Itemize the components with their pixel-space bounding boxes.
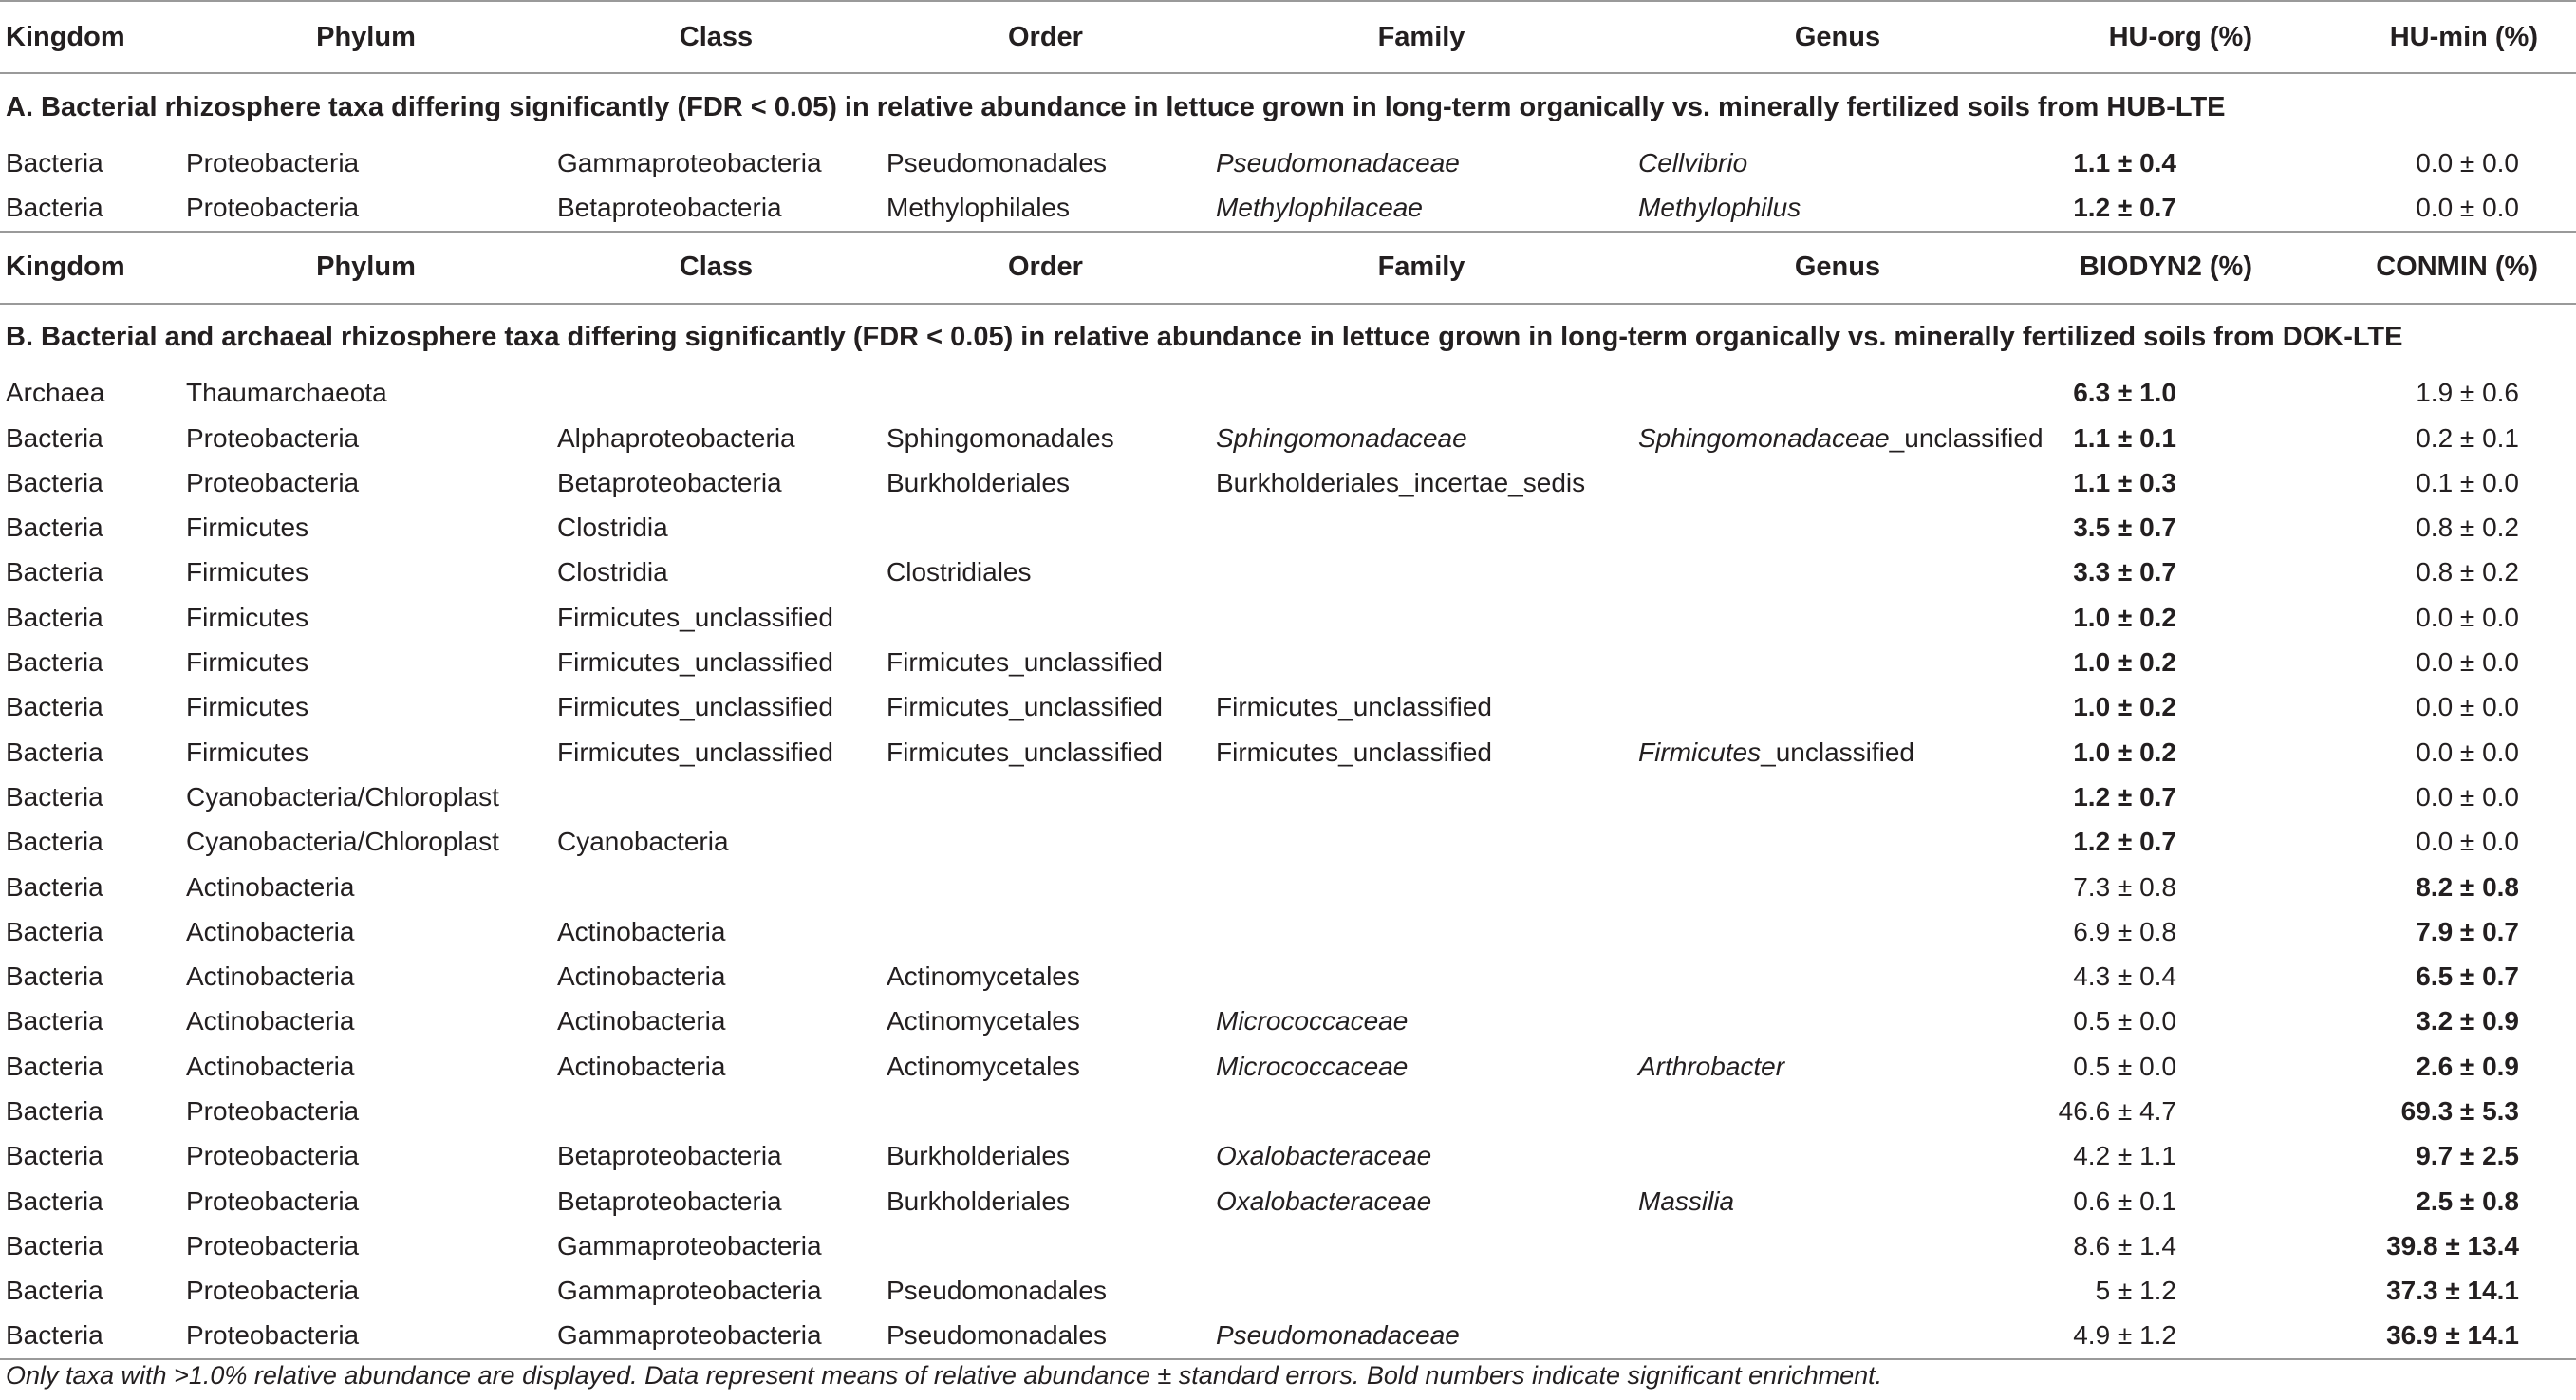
header-family: Family (1210, 232, 1633, 304)
table-row (0, 865, 2576, 909)
cell-order (881, 1223, 1210, 1268)
cell-genus (1633, 730, 2043, 775)
cell-family (1210, 820, 1633, 865)
cell-class: Actinobacteria (557, 1006, 726, 1036)
table-row (0, 595, 2576, 640)
cell-genus (1633, 551, 2043, 595)
cell-family (1210, 954, 1633, 999)
cell-genus (1633, 1223, 2043, 1268)
cell-value-mineral: 2.5 ± 0.8 (2416, 1185, 2519, 1216)
cell-phylum: Cyanobacteria/Chloroplast (186, 781, 499, 812)
cell-order: Pseudomonadales (887, 1276, 1107, 1306)
cell-order: Firmicutes_unclassified (887, 647, 1163, 678)
cell-value-organic: 3.3 ± 0.7 (2073, 557, 2176, 588)
header-kingdom: Kingdom (0, 1, 180, 73)
cell-family: Firmicutes_unclassified (1216, 737, 1492, 767)
cell-value-mineral: 9.7 ± 2.5 (2416, 1141, 2519, 1171)
cell-phylum: Firmicutes (186, 647, 309, 678)
cell-genus: Methylophilus (1638, 192, 1801, 222)
cell-phylum: Proteobacteria (186, 147, 360, 177)
cell-order (881, 865, 1210, 909)
cell-order (881, 775, 1210, 819)
cell-value-mineral: 0.0 ± 0.0 (2416, 602, 2519, 632)
table-header-a (0, 1, 2576, 73)
cell-kingdom: Bacteria (6, 147, 103, 177)
cell-value-mineral: 2.6 ± 0.9 (2416, 1051, 2519, 1081)
table-header-b (0, 232, 2576, 304)
table-row (0, 1269, 2576, 1314)
cell-kingdom: Bacteria (6, 192, 103, 222)
cell-genus (1633, 416, 2043, 460)
section-a-body (0, 140, 2576, 232)
table-row (0, 371, 2576, 416)
cell-family: Oxalobacteraceae (1216, 1185, 1432, 1216)
cell-value-organic: 1.2 ± 0.7 (2073, 781, 2176, 812)
cell-family: Micrococcaceae (1216, 1006, 1409, 1036)
cell-value-organic: 1.0 ± 0.2 (2073, 647, 2176, 678)
cell-value-mineral: 0.1 ± 0.0 (2416, 467, 2519, 497)
table-row (0, 775, 2576, 819)
cell-family (1210, 595, 1633, 640)
cell-value-mineral: 1.9 ± 0.6 (2416, 378, 2519, 408)
header-genus: Genus (1633, 232, 2043, 304)
cell-value-mineral: 0.0 ± 0.0 (2416, 647, 2519, 678)
cell-value-organic: 0.5 ± 0.0 (2073, 1051, 2176, 1081)
header-hu-org: HU-org (%) (2043, 1, 2309, 73)
cell-phylum: Proteobacteria (180, 1314, 551, 1359)
cell-phylum: Actinobacteria (186, 871, 355, 902)
cell-genus (1633, 775, 2043, 819)
header-class: Class (551, 1, 881, 73)
header-order: Order (881, 232, 1210, 304)
header-kingdom: Kingdom (0, 232, 180, 304)
cell-kingdom: Bacteria (6, 737, 103, 767)
cell-order: Actinomycetales (887, 1051, 1080, 1081)
cell-family: Methylophilaceae (1216, 192, 1423, 222)
cell-value-organic: 6.9 ± 0.8 (2073, 916, 2176, 946)
cell-family (1210, 1223, 1633, 1268)
header-biodyn2: BIODYN2 (%) (2043, 232, 2309, 304)
cell-family (1210, 1269, 1633, 1314)
cell-family (1210, 640, 1633, 684)
cell-kingdom: Archaea (6, 378, 105, 408)
table-row (0, 460, 2576, 505)
cell-class: Firmicutes_unclassified (557, 602, 833, 632)
cell-value-organic: 1.1 ± 0.1 (2073, 422, 2176, 453)
table-row (0, 954, 2576, 999)
cell-kingdom: Bacteria (6, 781, 103, 812)
cell-kingdom: Bacteria (6, 1095, 103, 1126)
cell-value-organic: 7.3 ± 0.8 (2073, 871, 2176, 902)
cell-value-organic: 0.6 ± 0.1 (2073, 1185, 2176, 1216)
cell-order: Actinomycetales (887, 1006, 1080, 1036)
cell-class: Firmicutes_unclassified (557, 647, 833, 678)
cell-genus (1633, 909, 2043, 954)
cell-value-mineral: 8.2 ± 0.8 (2416, 871, 2519, 902)
cell-value-organic: 4.9 ± 1.2 (2043, 1314, 2309, 1359)
genus-name: Sphingomonadaceae (1638, 422, 1890, 453)
cell-value-mineral: 6.5 ± 0.7 (2416, 961, 2519, 992)
cell-phylum: Proteobacteria (186, 1185, 360, 1216)
cell-genus (1633, 865, 2043, 909)
cell-kingdom: Bacteria (6, 961, 103, 992)
cell-value-mineral: 0.8 ± 0.2 (2416, 557, 2519, 588)
cell-value-mineral: 0.0 ± 0.0 (2416, 147, 2519, 177)
cell-phylum: Proteobacteria (186, 467, 360, 497)
cell-class: Gammaproteobacteria (557, 1230, 822, 1260)
cell-genus (1633, 1134, 2043, 1179)
table-row (0, 640, 2576, 684)
cell-class: Gammaproteobacteria (557, 147, 822, 177)
cell-kingdom: Bacteria (6, 1051, 103, 1081)
cell-value-organic: 3.5 ± 0.7 (2073, 513, 2176, 543)
cell-kingdom: Bacteria (6, 692, 103, 722)
cell-class: Alphaproteobacteria (557, 422, 795, 453)
cell-value-organic: 1.1 ± 0.3 (2073, 467, 2176, 497)
cell-order: Burkholderiales (887, 1141, 1070, 1171)
header-conmin: CONMIN (%) (2309, 232, 2576, 304)
cell-value-organic: 4.3 ± 0.4 (2073, 961, 2176, 992)
cell-genus: Massilia (1638, 1185, 1735, 1216)
cell-genus (1633, 1269, 2043, 1314)
cell-kingdom: Bacteria (6, 916, 103, 946)
cell-genus (1633, 640, 2043, 684)
cell-kingdom: Bacteria (6, 871, 103, 902)
header-hu-min: HU-min (%) (2309, 1, 2576, 73)
cell-family: Firmicutes_unclassified (1216, 692, 1492, 722)
cell-order (881, 371, 1210, 416)
cell-kingdom: Bacteria (6, 467, 103, 497)
cell-value-organic: 8.6 ± 1.4 (2073, 1230, 2176, 1260)
cell-genus (1633, 371, 2043, 416)
cell-value-organic: 1.0 ± 0.2 (2073, 602, 2176, 632)
cell-value-mineral: 0.0 ± 0.0 (2416, 781, 2519, 812)
cell-order (881, 820, 1210, 865)
cell-kingdom: Bacteria (6, 513, 103, 543)
cell-class: Gammaproteobacteria (551, 1314, 881, 1359)
table-row (0, 909, 2576, 954)
cell-order: Pseudomonadales (881, 1314, 1210, 1359)
cell-value-mineral: 0.2 ± 0.1 (2416, 422, 2519, 453)
cell-class: Gammaproteobacteria (557, 1276, 822, 1306)
table-row (0, 1223, 2576, 1268)
cell-kingdom: Bacteria (6, 557, 103, 588)
cell-class: Betaproteobacteria (557, 467, 782, 497)
cell-class: Firmicutes_unclassified (557, 737, 833, 767)
cell-genus (1633, 999, 2043, 1044)
cell-order: Pseudomonadales (887, 147, 1107, 177)
cell-order: Sphingomonadales (887, 422, 1114, 453)
header-genus: Genus (1633, 1, 2043, 73)
table-row (0, 1179, 2576, 1223)
cell-family: Burkholderiales_incertae_sedis (1216, 467, 1586, 497)
section-a-row (0, 73, 2576, 140)
cell-class: Actinobacteria (557, 916, 726, 946)
table-row (0, 185, 2576, 231)
table-row (0, 1089, 2576, 1133)
cell-phylum: Actinobacteria (186, 916, 355, 946)
cell-phylum: Firmicutes (186, 602, 309, 632)
cell-class (551, 865, 881, 909)
table-row (0, 1314, 2576, 1359)
genus-suffix: _unclassified (1761, 737, 1914, 767)
cell-phylum: Firmicutes (186, 737, 309, 767)
table-row (0, 999, 2576, 1044)
cell-order (881, 595, 1210, 640)
cell-kingdom: Bacteria (6, 1185, 103, 1216)
cell-kingdom: Bacteria (6, 1230, 103, 1260)
cell-value-organic: 1.2 ± 0.7 (2073, 192, 2176, 222)
cell-value-organic: 1.0 ± 0.2 (2073, 737, 2176, 767)
cell-family: Pseudomonadaceae (1216, 147, 1460, 177)
cell-phylum: Actinobacteria (186, 1006, 355, 1036)
table-footnote: Only taxa with >1.0% relative abundance are displayed. Data represent means of relative abundance ± standard errors. Bold numbers indicate significant enrichment. (6, 1361, 1883, 1390)
cell-phylum: Proteobacteria (186, 1276, 360, 1306)
cell-order (881, 1089, 1210, 1133)
cell-kingdom: Bacteria (0, 1314, 180, 1359)
cell-genus (1633, 1089, 2043, 1133)
cell-genus: Arthrobacter (1638, 1051, 1785, 1081)
cell-value-mineral: 0.0 ± 0.0 (2416, 192, 2519, 222)
cell-family (1210, 775, 1633, 819)
cell-order: Burkholderiales (887, 1185, 1070, 1216)
table-row (0, 140, 2576, 185)
cell-phylum: Firmicutes (186, 692, 309, 722)
cell-class: Clostridia (557, 513, 668, 543)
table-row (0, 416, 2576, 460)
cell-family (1210, 551, 1633, 595)
cell-value-mineral: 0.8 ± 0.2 (2416, 513, 2519, 543)
cell-phylum: Cyanobacteria/Chloroplast (186, 827, 499, 857)
cell-family (1210, 505, 1633, 550)
cell-value-mineral: 37.3 ± 14.1 (2386, 1276, 2519, 1306)
table-row (0, 685, 2576, 730)
cell-value-organic: 5 ± 1.2 (2095, 1276, 2176, 1306)
cell-genus (1633, 954, 2043, 999)
cell-family: Micrococcaceae (1216, 1051, 1409, 1081)
cell-order (881, 505, 1210, 550)
cell-phylum: Proteobacteria (186, 1141, 360, 1171)
cell-phylum: Firmicutes (186, 513, 309, 543)
cell-genus (1633, 685, 2043, 730)
cell-class (551, 775, 881, 819)
table-row (0, 551, 2576, 595)
section-b-body (0, 371, 2576, 1360)
cell-genus (1633, 820, 2043, 865)
cell-phylum: Proteobacteria (186, 422, 360, 453)
cell-family: Pseudomonadaceae (1210, 1314, 1633, 1359)
cell-value-mineral: 7.9 ± 0.7 (2416, 916, 2519, 946)
cell-value-organic: 46.6 ± 4.7 (2058, 1095, 2176, 1126)
cell-kingdom: Bacteria (6, 1276, 103, 1306)
header-class: Class (551, 232, 881, 304)
cell-order: Clostridiales (887, 557, 1032, 588)
cell-phylum: Proteobacteria (186, 1230, 360, 1260)
header-order: Order (881, 1, 1210, 73)
cell-value-organic: 1.1 ± 0.4 (2073, 147, 2176, 177)
cell-kingdom: Bacteria (6, 1141, 103, 1171)
header-phylum: Phylum (180, 232, 551, 304)
header-family: Family (1210, 1, 1633, 73)
cell-genus (1633, 460, 2043, 505)
cell-genus (1633, 505, 2043, 550)
cell-class: Cyanobacteria (557, 827, 729, 857)
cell-value-organic: 6.3 ± 1.0 (2073, 378, 2176, 408)
cell-kingdom: Bacteria (6, 422, 103, 453)
cell-family (1210, 1089, 1633, 1133)
cell-value-organic: 1.0 ± 0.2 (2073, 692, 2176, 722)
cell-value-mineral: 69.3 ± 5.3 (2400, 1095, 2519, 1126)
cell-genus (1633, 1314, 2043, 1359)
cell-class (551, 371, 881, 416)
cell-kingdom: Bacteria (6, 602, 103, 632)
table-row (0, 1134, 2576, 1179)
table-row (0, 820, 2576, 865)
cell-value-mineral: 36.9 ± 14.1 (2309, 1314, 2576, 1359)
header-phylum: Phylum (180, 1, 551, 73)
cell-family (1210, 865, 1633, 909)
table-row (0, 505, 2576, 550)
cell-class: Actinobacteria (557, 1051, 726, 1081)
cell-class: Betaproteobacteria (557, 1141, 782, 1171)
cell-kingdom: Bacteria (6, 1006, 103, 1036)
cell-value-organic: 0.5 ± 0.0 (2073, 1006, 2176, 1036)
cell-value-mineral: 0.0 ± 0.0 (2416, 737, 2519, 767)
cell-kingdom: Bacteria (6, 647, 103, 678)
cell-phylum: Proteobacteria (186, 1095, 360, 1126)
cell-value-mineral: 3.2 ± 0.9 (2416, 1006, 2519, 1036)
cell-family: Oxalobacteraceae (1216, 1141, 1432, 1171)
cell-class: Actinobacteria (557, 961, 726, 992)
cell-order (881, 909, 1210, 954)
genus-suffix: _unclassified (1889, 422, 2044, 453)
cell-value-organic: 1.2 ± 0.7 (2073, 827, 2176, 857)
cell-family (1210, 371, 1633, 416)
cell-phylum: Thaumarchaeota (186, 378, 387, 408)
section-b-title: B. Bacterial and archaeal rhizosphere taxa differing significantly (FDR < 0.05) in relative abundance in lettuce grown in long-term organically vs. minerally fertilized soils from DOK-LTE (6, 322, 2403, 353)
cell-phylum: Actinobacteria (186, 961, 355, 992)
cell-phylum: Firmicutes (186, 557, 309, 588)
cell-kingdom: Bacteria (6, 827, 103, 857)
cell-family (1210, 909, 1633, 954)
cell-value-organic: 4.2 ± 1.1 (2073, 1141, 2176, 1171)
cell-value-mineral: 39.8 ± 13.4 (2386, 1230, 2519, 1260)
cell-class: Clostridia (557, 557, 668, 588)
cell-class: Betaproteobacteria (557, 1185, 782, 1216)
cell-family: Sphingomonadaceae (1216, 422, 1467, 453)
table-row (0, 1044, 2576, 1089)
cell-value-mineral: 0.0 ± 0.0 (2416, 827, 2519, 857)
cell-order: Firmicutes_unclassified (887, 737, 1163, 767)
cell-class (551, 1089, 881, 1133)
cell-phylum: Proteobacteria (186, 192, 360, 222)
section-a-title: A. Bacterial rhizosphere taxa differing significantly (FDR < 0.05) in relative abundance in lettuce grown in long-term organically vs. minerally fertilized soils from HUB-LTE (6, 91, 2226, 122)
cell-class: Betaproteobacteria (557, 192, 782, 222)
cell-class: Firmicutes_unclassified (557, 692, 833, 722)
section-b-row (0, 304, 2576, 371)
cell-phylum: Actinobacteria (186, 1051, 355, 1081)
table-row (0, 730, 2576, 775)
cell-order: Burkholderiales (887, 467, 1070, 497)
cell-order: Actinomycetales (887, 961, 1080, 992)
cell-order: Methylophilales (887, 192, 1070, 222)
cell-value-mineral: 0.0 ± 0.0 (2416, 692, 2519, 722)
cell-genus (1633, 595, 2043, 640)
cell-genus: Cellvibrio (1638, 147, 1748, 177)
cell-order: Firmicutes_unclassified (887, 692, 1163, 722)
genus-name: Firmicutes (1638, 737, 1762, 767)
